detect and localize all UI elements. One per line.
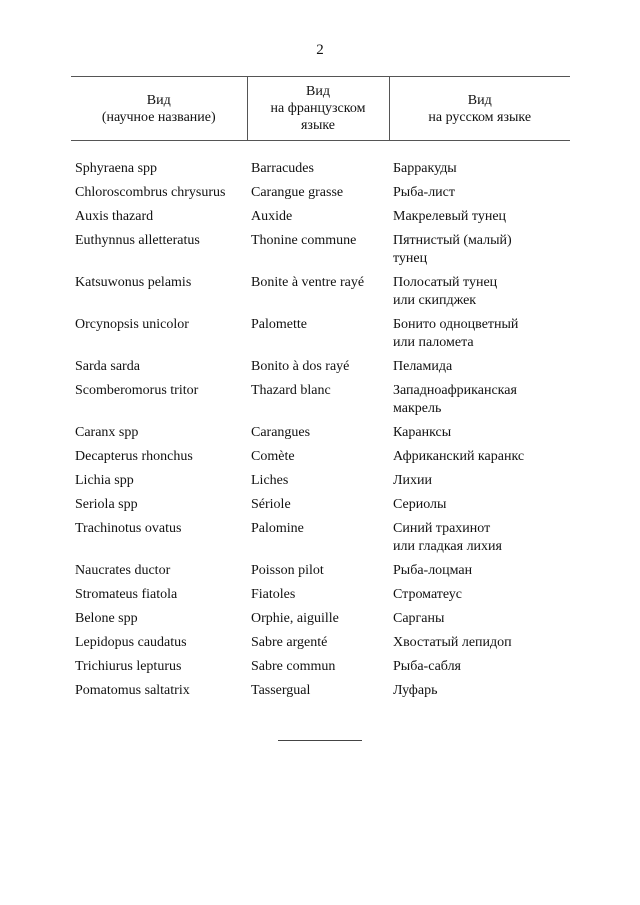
french-name-cell: Thonine commune [251,233,357,248]
french-name-cell: Carangues [251,425,311,440]
russian-name-line: Барракуды [393,161,457,176]
scientific-name-cell: Chloroscombrus chrysurus [75,185,226,200]
scientific-name-cell: Sarda sarda [75,359,140,374]
scientific-name-cell: Pomatomus saltatrix [75,683,190,698]
russian-name-cell [389,610,570,634]
russian-name-line: Сериолы [393,497,447,512]
spacer-row [71,141,570,161]
table-row [71,634,570,658]
header-scientific-name [71,77,247,141]
table-header [71,77,570,141]
table-row [71,658,570,682]
russian-name-cell [389,472,570,496]
scientific-name-cell: Naucrates ductor [75,563,171,578]
russian-name-line: макрель [393,401,442,416]
russian-name-cell [389,634,570,658]
french-name-cell: Sabre commun [251,659,336,674]
french-name-cell: Fiatoles [251,587,296,602]
scientific-name-cell: Caranx spp [75,425,139,440]
table-row [71,448,570,472]
scientific-name-cell: Auxis thazard [75,209,154,224]
russian-name-cell [389,382,570,424]
species-table [71,76,570,706]
russian-name-cell [389,358,570,382]
table-row [71,358,570,382]
french-name-cell: Bonito à dos rayé [251,359,350,374]
russian-name-line: Хвостатый лепидоп [393,635,512,650]
french-name-cell: Carangue grasse [251,185,344,200]
table-body [71,141,570,707]
french-name-cell: Palomette [251,317,307,332]
russian-name-line: или скипджек [393,293,477,308]
russian-name-line: Полосатый тунец [393,275,498,290]
russian-name-line: Западноафриканская [393,383,517,398]
russian-name-line: Каранксы [393,425,452,440]
header-line: на русском языке [428,109,532,125]
russian-name-cell [389,562,570,586]
scientific-name-cell: Scomberomorus tritor [75,383,199,398]
header-russian-name [389,77,570,141]
russian-name-cell [389,316,570,358]
table-row [71,610,570,634]
end-of-document-line [278,740,362,741]
scientific-name-cell: Katsuwonus pelamis [75,275,192,290]
russian-name-line: или паломета [393,335,474,350]
table-row [71,232,570,274]
header-line: (научное название) [101,109,216,125]
header-line: Вид [306,84,330,99]
table-row [71,316,570,358]
scientific-name-cell: Orcynopsis unicolor [75,317,189,332]
table-row [71,424,570,448]
russian-name-line: Бонито одноцветный [393,317,519,332]
russian-name-line: Сарганы [393,611,445,626]
scientific-name-cell: Belone spp [75,611,138,626]
header-line: Вид [146,92,171,108]
header-french-name [247,77,389,141]
russian-name-cell [389,448,570,472]
page-number: 2 [316,42,324,58]
scientific-name-cell: Lepidopus caudatus [75,635,187,650]
russian-name-cell [389,520,570,562]
russian-name-cell [389,184,570,208]
french-name-cell: Auxide [251,209,293,224]
french-name-cell: Orphie, aiguille [251,611,339,626]
table-row [71,184,570,208]
russian-name-cell [389,424,570,448]
russian-name-line: Пеламида [393,359,453,374]
french-name-cell: Tassergual [251,683,311,698]
french-name-cell: Sériole [251,497,291,512]
table-row [71,496,570,520]
russian-name-cell [389,160,570,184]
russian-name-line: или гладкая лихия [393,539,502,554]
russian-name-line: Синий трахинот [393,521,491,536]
table-row [71,682,570,706]
scientific-name-cell: Stromateus fiatola [75,587,178,602]
russian-name-line: тунец [393,251,428,266]
table-row [71,160,570,184]
french-name-cell: Poisson pilot [251,563,324,578]
french-name-cell: Comète [251,449,295,464]
russian-name-line: Рыба-лоцман [393,563,473,578]
table-row [71,586,570,610]
scientific-name-cell: Lichia spp [75,473,134,488]
russian-name-line: Лихии [393,473,432,488]
table-row [71,472,570,496]
russian-name-line: Макрелевый тунец [393,209,507,224]
russian-name-line: Африканский каранкс [393,449,525,464]
header-line: Вид [467,92,492,108]
french-name-cell: Sabre argenté [251,635,328,650]
russian-name-cell [389,208,570,232]
header-row [71,77,570,141]
table-row [71,382,570,424]
russian-name-line: Рыба-лист [393,185,456,200]
scientific-name-cell: Trichiurus lepturus [75,659,182,674]
russian-name-cell [389,496,570,520]
table-row [71,274,570,316]
french-name-cell: Liches [251,473,289,488]
header-line: на французском [270,101,366,116]
russian-name-line: Рыба-сабля [393,659,461,674]
russian-name-cell [389,586,570,610]
scientific-name-cell: Sphyraena spp [75,161,158,176]
scientific-name-cell: Trachinotus ovatus [75,521,182,536]
russian-name-cell [389,682,570,706]
french-name-cell: Thazard blanc [251,383,331,398]
scientific-name-cell: Euthynnus alletteratus [75,233,200,248]
scientific-name-cell: Decapterus rhonchus [75,449,193,464]
table-row [71,562,570,586]
russian-name-cell [389,658,570,682]
table-row [71,520,570,562]
french-name-cell: Bonite à ventre rayé [251,275,365,290]
french-name-cell: Palomine [251,521,304,536]
russian-name-cell [389,274,570,316]
french-name-cell: Barracudes [251,161,314,176]
russian-name-line: Луфарь [393,683,438,698]
table-row [71,208,570,232]
header-line: языке [300,118,336,133]
russian-name-line: Пятнистый (малый) [393,233,512,248]
russian-name-line: Строматеус [393,587,462,602]
russian-name-cell [389,232,570,274]
scientific-name-cell: Seriola spp [75,497,138,512]
